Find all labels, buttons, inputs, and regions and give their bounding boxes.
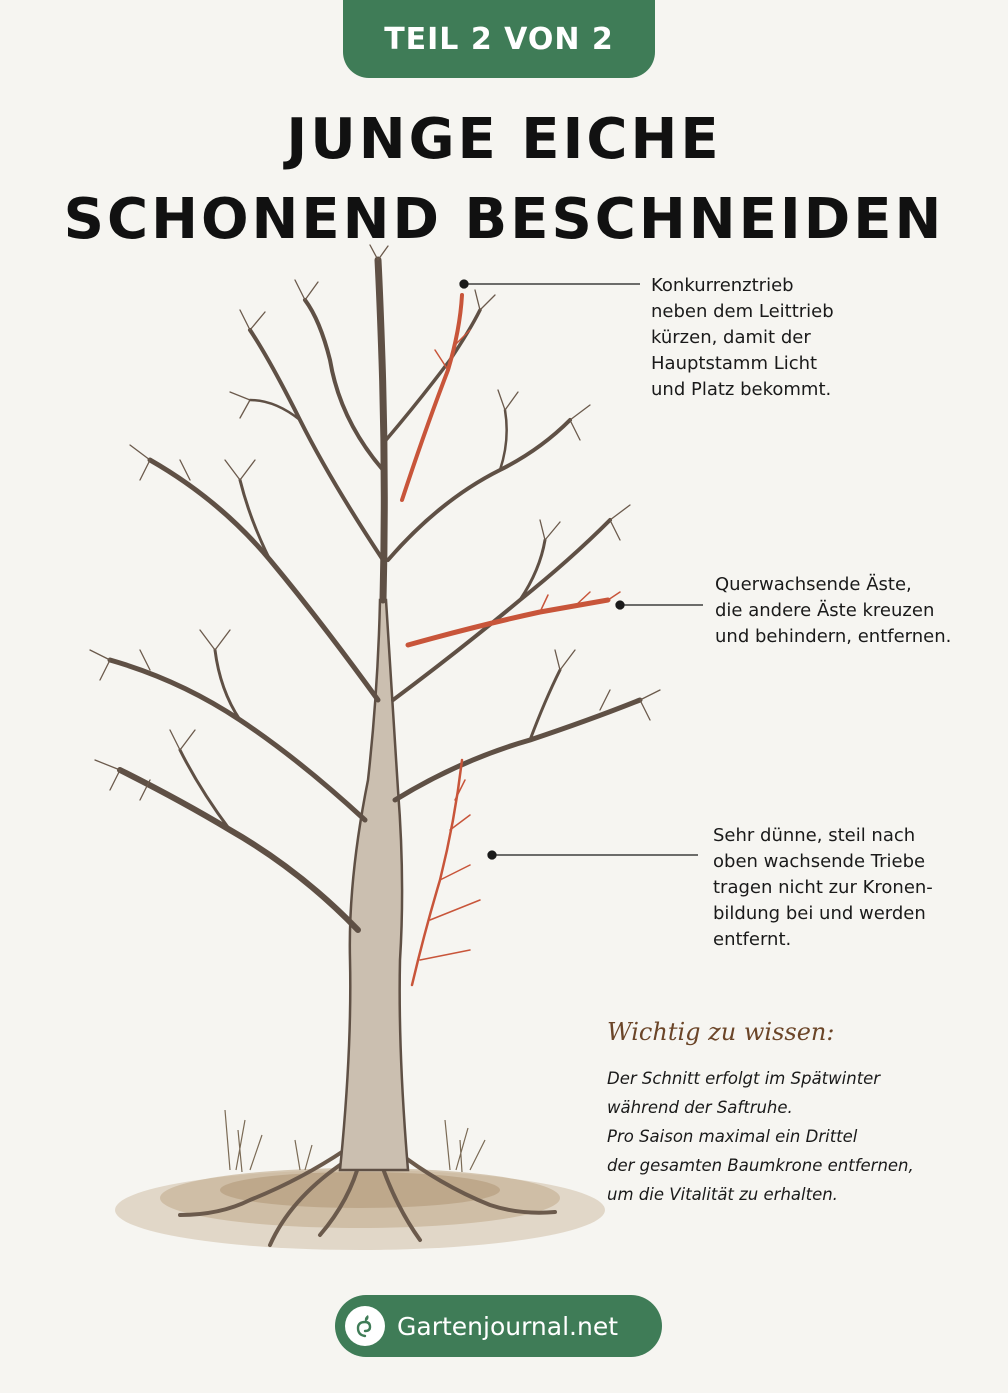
crossing-branch [408, 600, 608, 645]
info-line: Pro Saison maximal ein Drittel [607, 1127, 858, 1146]
tree-trunk [340, 600, 408, 1170]
info-heading: Wichtig zu wissen: [607, 1018, 835, 1046]
ground-soil [115, 1168, 605, 1250]
info-body [607, 1064, 914, 1209]
annotation-line: entfernt. [713, 929, 792, 950]
part-badge [343, 0, 655, 78]
annotation-line: Hauptstamm Licht [651, 353, 818, 374]
annotation-line: bildung bei und werden [713, 903, 926, 924]
annotation-competing-shoot [651, 273, 834, 403]
annotation-crossing-branches [715, 572, 951, 650]
title-line-2: SCHONEND BESCHNEIDEN [63, 187, 945, 252]
annotation-line: tragen nicht zur Kronen- [713, 877, 933, 898]
footer-brand-pill[interactable] [335, 1295, 662, 1357]
annotation-line: neben dem Leittrieb [651, 301, 834, 322]
annotation-line: die andere Äste kreuzen [715, 600, 935, 621]
annotation-line: Querwachsende Äste, [715, 574, 912, 595]
info-line: der gesamten Baumkrone entfernen, [607, 1156, 914, 1175]
annotation-line: kürzen, damit der [651, 327, 811, 348]
page-title [0, 100, 1008, 260]
annotation-line: und behindern, entfernen. [715, 626, 952, 647]
title-line-1: JUNGE EICHE [286, 107, 722, 172]
annotation-line: Konkurrenztrieb [651, 275, 794, 296]
part-badge-label: TEIL 2 VON 2 [384, 21, 614, 57]
cut-branches [402, 295, 620, 985]
footer-brand-label: Gartenjournal.net [397, 1311, 619, 1341]
competing-leader-shoot [402, 295, 462, 500]
annotation-line: oben wachsende Triebe [713, 851, 926, 872]
info-line: Der Schnitt erfolgt im Spätwinter [607, 1069, 881, 1088]
info-line: um die Vitalität zu erhalten. [607, 1185, 838, 1204]
info-line: während der Saftruhe. [607, 1098, 793, 1117]
annotation-line: und Platz bekommt. [651, 379, 832, 400]
annotation-thin-shoots [713, 823, 933, 953]
sprout-logo-icon [345, 1306, 385, 1346]
annotation-line: Sehr dünne, steil nach [713, 825, 916, 846]
